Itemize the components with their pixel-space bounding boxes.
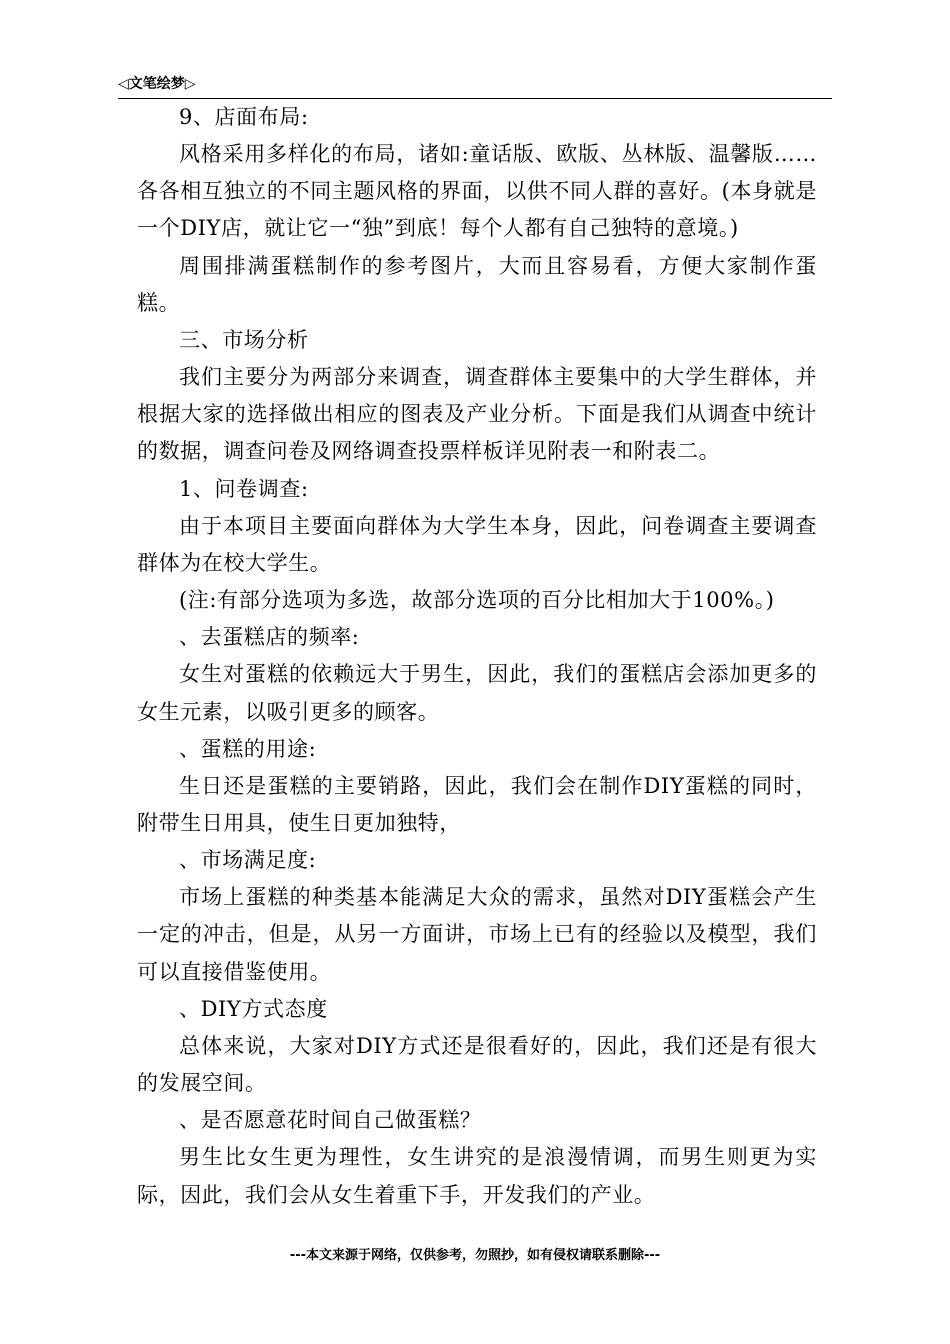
subheading-market-satisfaction: 、市场满足度: [179, 848, 317, 873]
section-heading-market-analysis: 三、市场分析 [179, 327, 309, 352]
paragraph-reference-pictures: 周围排满蛋糕制作的参考图片，大而且容易看，方便大家制作蛋糕。 [137, 253, 817, 315]
section-heading-store-layout: 9、店面布局: [179, 105, 309, 129]
paragraph-multi-select-note: (注:有部分选项为多选，故部分选项的百分比相加大于100%。) [179, 588, 775, 613]
section-heading-questionnaire: 1、问卷调查: [179, 476, 309, 501]
paragraph-willing-to-bake: 男生比女生更为理性，女生讲究的是浪漫情调，而男生则更为实际，因此，我们会从女生着重下手，开发我们的产业。 [137, 1145, 817, 1207]
paragraph-diy-attitude: 总体来说，大家对DIY方式还是很看好的，因此，我们还是有很大的发展空间。 [137, 1033, 817, 1096]
subheading-diy-attitude: 、DIY方式态度 [179, 996, 328, 1021]
subheading-visit-frequency: 、去蛋糕店的频率: [179, 625, 360, 650]
paragraph-layout-style: 风格采用多样化的布局，诸如:童话版、欧版、丛林版、温馨版……各各相互独立的不同主题风格的界面，以供不同人群的喜好。(本身就是一个DIY店，就让它一“独”到底！每个人都有自己独特的意境。) [137, 142, 817, 241]
subheading-willing-to-bake: 、是否愿意花时间自己做蛋糕？ [179, 1108, 482, 1133]
subheading-cake-usage: 、蛋糕的用途: [179, 736, 317, 761]
paragraph-visit-frequency: 女生对蛋糕的依赖远大于男生，因此，我们的蛋糕店会添加更多的女生元素，以吸引更多的顾客。 [137, 662, 817, 724]
page-header [118, 70, 832, 99]
document-body [137, 99, 817, 1214]
paragraph-questionnaire-target: 由于本项目主要面向群体为大学生本身，因此，问卷调查主要调查群体为在校大学生。 [137, 513, 817, 575]
page-footer-disclaimer: ---本文来源于网络，仅供参考，勿照抄，如有侵权请联系删除--- [289, 1248, 661, 1263]
paragraph-market-satisfaction: 市场上蛋糕的种类基本能满足大众的需求，虽然对DIY蛋糕会产生一定的冲击，但是，从另一方面讲，市场上已有的经验以及模型，我们可以直接借鉴使用。 [137, 885, 817, 984]
paragraph-survey-intro: 我们主要分为两部分来调查，调查群体主要集中的大学生群体，并根据大家的选择做出相应的图表及产业分析。下面是我们从调查中统计的数据，调查问卷及网络调查投票样板详见附表一和附表二。 [137, 365, 817, 464]
paragraph-cake-usage: 生日还是蛋糕的主要销路，因此，我们会在制作DIY蛋糕的同时，附带生日用具，使生日更加独特， [137, 773, 817, 835]
header-logo-text: ◁文笔绘梦▷ [118, 76, 196, 92]
